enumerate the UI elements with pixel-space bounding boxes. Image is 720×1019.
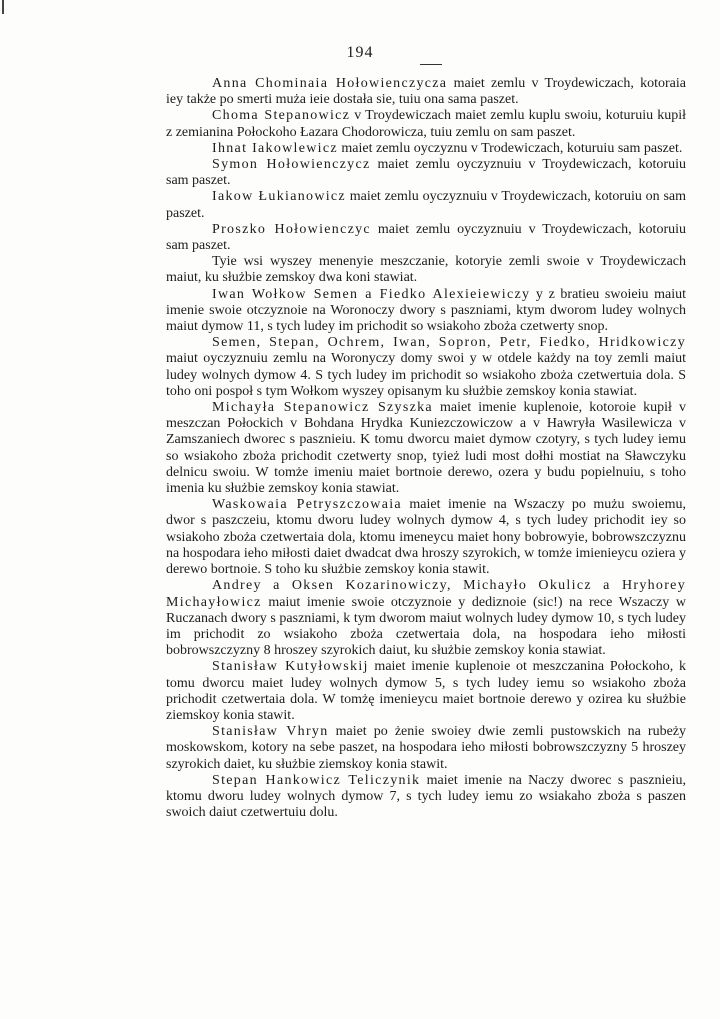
person-name: Waskowaia Petryszczowaia [212, 497, 402, 513]
person-name: Proszko Hołowienczyc [212, 221, 371, 237]
paragraph-text: maiut imenie swoie otczyznoie y dediznoie (sic!) na rece Wszaczy w Ruczanach dwory s paszniami, k tym dworom maiut wolnych ludey dymow 10, s tych ludey im prichodit zo wsiakoho zboża czetwertaia dola, na hospodara ieho miłosti bobrowszczyzny 8 hroszey szyrokich daiut, ku służbie zemskoy konia stawiat. [166, 594, 686, 659]
paragraph [166, 659, 686, 724]
person-name: Stanisław Kutyłowskij [212, 659, 369, 675]
paragraph [166, 773, 686, 822]
paragraph [166, 578, 686, 659]
paragraph-text: Tyie wsi wyszey menenyie meszczanie, kotoryie zemli swoie v Troydewiczach maiut, ku służbie zemskoy dwa koni stawiat. [166, 254, 686, 286]
paragraph [166, 497, 686, 578]
paragraph-text: y z bratieu swoieiu maiut imenie swoie otczyznoie na Woronoczy dwory s paszniami, ktym dworom ludey wolnych maiut dymow 11, s tych ludey im prichodit so wsiakoho zboża czetwerty snop. [166, 286, 686, 335]
paragraph-text: maiet zemlu oyczyznu v Trodewiczach, koturuiu sam paszet. [337, 140, 683, 156]
paragraph-text: maiet zemlu oyczyznuiu v Troydewiczach, kotoruiu sam paszet. [166, 221, 686, 254]
person-name: Stanisław Vhryn [212, 724, 329, 740]
scan-mark [2, 0, 4, 14]
paragraph-text: maiet imenie na Wszaczy po mużu swoiemu, dwor s paszczeiu, ktomu dworu ludey wolnych dymow 4, s tych ludey prichodit iey so wsiakoho zboża czetwertaia dola, ktomu imeneycu maiet hony bobrowyie, bobrowszczyznu na hospodara ieho miłosti daiet dwadcat dwa hroszy szyrokich, w tomże imienieycu oziera y derewo bortnoie. S toho ku służbie zemskoy konia stawit. [166, 497, 687, 578]
paragraph [166, 108, 686, 140]
paragraph [166, 189, 686, 221]
person-name: Iwan Wołkow Semen a Fiedko Alexieiewiczy [212, 286, 531, 302]
paragraph-text: maiet zemlu oyczyznuiu v Troydewiczach, kotoruiu on sam paszet. [166, 189, 686, 221]
paragraph-text: v Troydewiczach maiet zemlu kuplu swoiu, koturuiu kupił z zemianina Połockoho Łazara Chodorowicza, tuiu zemlu on sam paszet. [166, 108, 686, 140]
paragraph-text: maiut oyczyznuiu zemlu na Woronyczy domy swoi y w otdele każdy na toy zemli maiut ludey wolnych dymow 4. S tych ludey im prichodit so wsiakoho zboża czetwertuia dola. S toho oni pospoł s tym Wołkom wyszey opisanym ku służbie zemskoy konia stawiat. [166, 351, 686, 399]
paragraph [166, 76, 686, 108]
page-number-rule [420, 64, 442, 65]
paragraph-text: maiet imenie na Naczy dworec s pasznieiu, ktomu dworu ludey wolnych dymow 7, s tych ludey iemu zo wsiakaho zboża s paszen swoich daiut czetwertuiu dolu. [166, 772, 686, 821]
person-name: Semen, Stepan, Ochrem, Iwan, Sopron, Petr, Fiedko, Hridkowiczy [212, 335, 686, 351]
person-name: Symon Hołowienczycz [212, 157, 371, 173]
paragraph [166, 254, 686, 286]
person-name: Iakow Łukianowicz [212, 189, 346, 205]
paragraph-text: maiet zemlu v Troydewiczach, kotoraia iey także po smerti muża ieie dostała sie, tuiu ona sama paszet. [166, 76, 686, 108]
paragraph-text: maiet po żenie swoiey dwie zemli pustowskich na rubeży moskowskom, kotory na sebe paszet, na hospodara ieho miłosti bobrowszczyzny 5 hroszey szyrokich daiet, ku służbie ziemskoy konia stawit. [166, 724, 686, 772]
paragraph [166, 222, 686, 254]
text-body [166, 76, 686, 821]
paragraph-text: maiet imenie kuplenoie, kotoroie kupił v meszczan Połockich v Bohdana Hrydka Kuniezczowiczow a v Hawryła Wasilewicza v Zamszaniech dworec s pasznieiu. K tomu dworcu maiet dymow czotyry, s tych ludey iemu so wsiakoho zboża prichodit czetwerty snop, tyież ludi most dołhi mostiat na Sławczyku delnicu swoiu. W tomże imeniu maiet bortnoie derewo, ozera y budu popielnuiu, s toho imenia ku służbie zemskoy konia stawiat. [166, 400, 686, 497]
paragraph-text: maiet zemlu oyczyznuiu v Troydewiczach, kotoruiu sam paszet. [166, 157, 686, 189]
paragraph [166, 141, 686, 157]
person-name: Anna Chominaia Hołowienczycza [212, 76, 448, 91]
person-name: Andrey a Oksen Kozarinowiczy, Michayło Okulicz a Hryhorey Michayłowicz [166, 578, 686, 610]
page-number: 194 [346, 44, 374, 61]
paragraph [166, 287, 686, 336]
person-name: Choma Stepanowicz [212, 108, 351, 124]
paragraph-text: maiet imenie kuplenoie ot meszczanina Połockoho, k tomu dworcu maiet ludey wolnych dymow 5, s tych ludey iemu so wsiakoho zboża prichodit czetwertaia dola. W tomżę imenieycu maiet bortnoie derewo y ozirea ku służbie ziemskoy konia stawit. [166, 659, 686, 723]
paragraph [166, 157, 686, 189]
paragraph [166, 335, 686, 400]
person-name: Stepan Hankowicz Teliczynik [212, 772, 421, 788]
person-name: Michayła Stepanowicz Szyszka [212, 400, 433, 416]
person-name: Ihnat Iakowlewicz [212, 140, 338, 156]
paragraph [166, 724, 686, 773]
paragraph [166, 400, 686, 497]
